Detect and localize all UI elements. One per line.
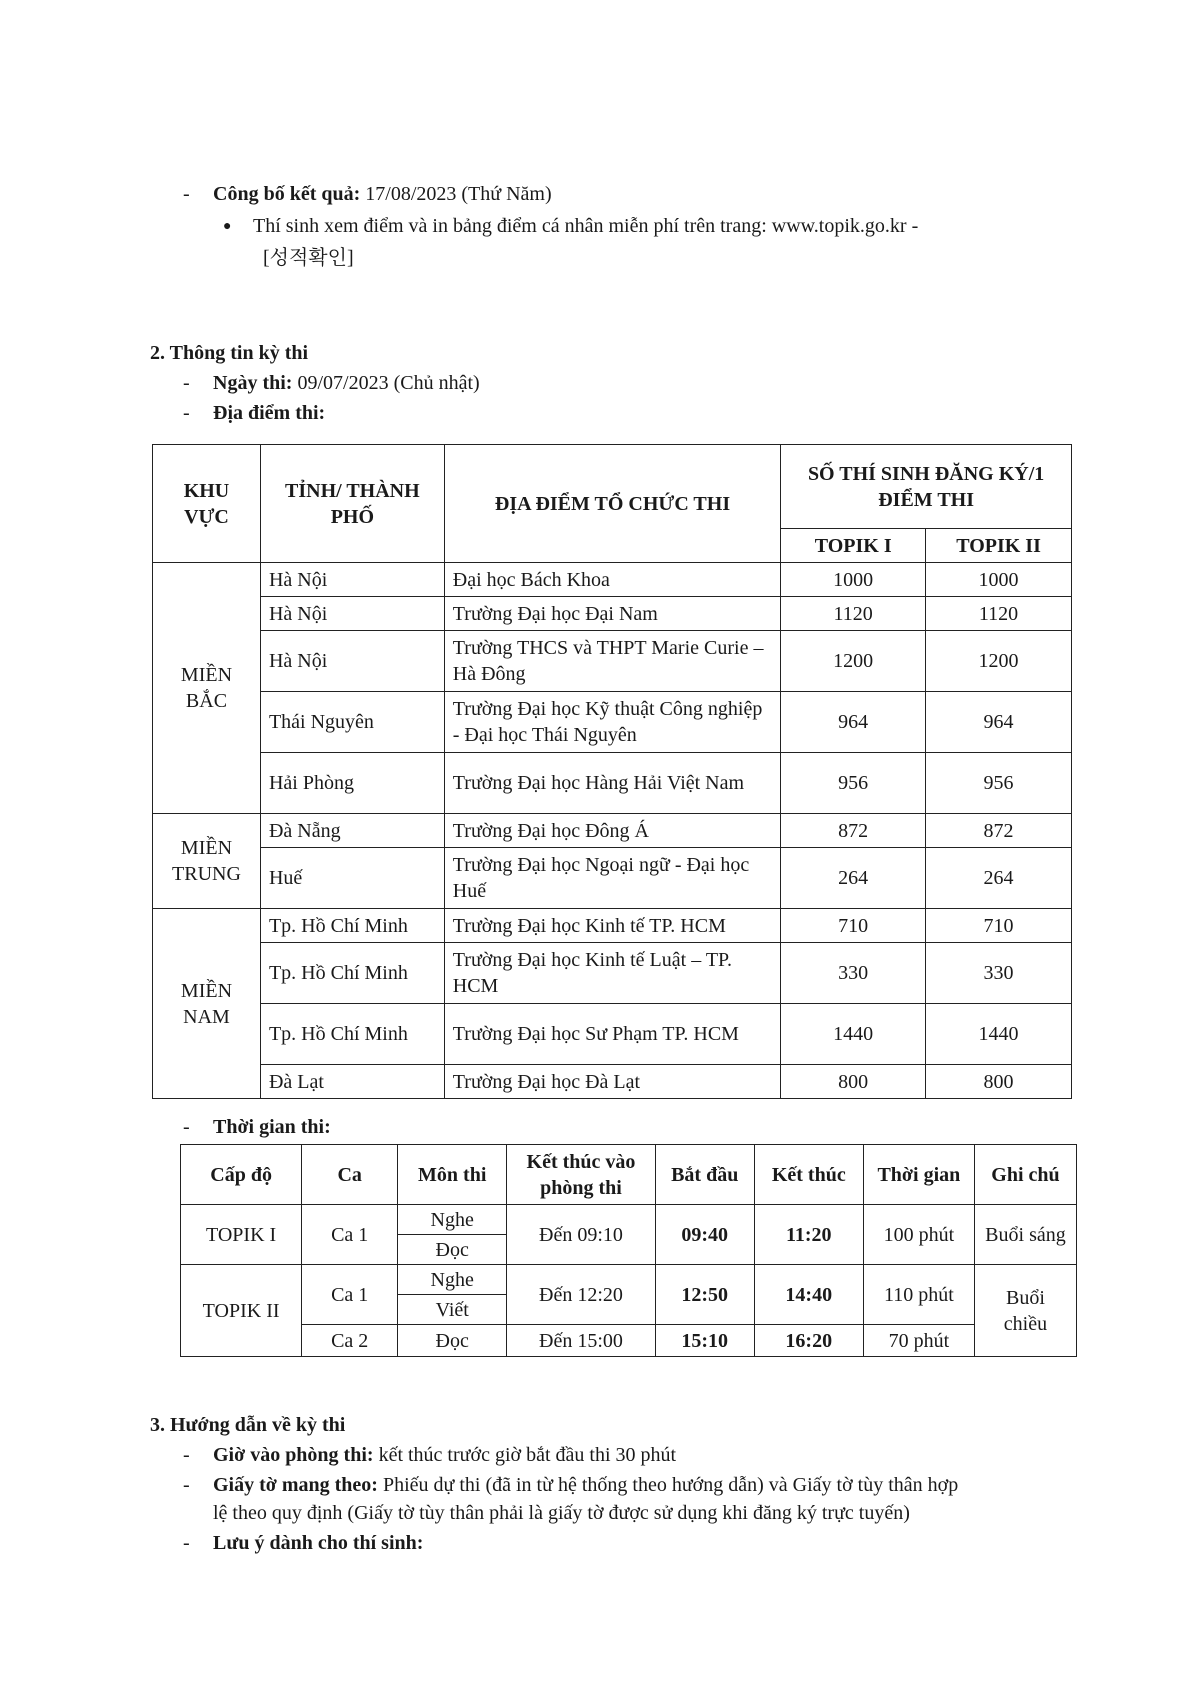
duration-cell: 70 phút <box>863 1325 974 1357</box>
exam-location-line: - Địa điểm thi: <box>183 402 326 424</box>
topik2-count: 964 <box>926 692 1072 753</box>
header-topik1: TOPIK I <box>781 529 926 563</box>
header-venue: ĐỊA ĐIỂM TỔ CHỨC THI <box>444 445 780 563</box>
venue-cell: Trường Đại học Kỹ thuật Công nghiệp - Đại học Thái Nguyên <box>444 692 780 753</box>
col-subject: Môn thi <box>398 1145 507 1205</box>
table-row <box>153 848 1072 909</box>
end-cell: 11:20 <box>754 1205 863 1265</box>
province-cell: Tp. Hồ Chí Minh <box>260 909 444 943</box>
venue-cell: Trường Đại học Đại Nam <box>444 597 780 631</box>
province-cell: Đà Nẵng <box>260 814 444 848</box>
entry-cell: Đến 12:20 <box>507 1265 655 1325</box>
topik1-count: 1200 <box>781 631 926 692</box>
table-row <box>153 631 1072 692</box>
province-cell: Tp. Hồ Chí Minh <box>260 943 444 1004</box>
documents-line: - Giấy tờ mang theo: Phiếu dự thi (đã in từ hệ thống theo hướng dẫn) và Giấy tờ tùy thân hợp <box>183 1474 959 1496</box>
level-cell: TOPIK I <box>181 1205 302 1265</box>
province-cell: Huế <box>260 848 444 909</box>
end-cell: 16:20 <box>754 1325 863 1357</box>
table-row <box>153 692 1072 753</box>
province-cell: Đà Lạt <box>260 1065 444 1099</box>
entry-cell: Đến 15:00 <box>507 1325 655 1357</box>
col-level: Cấp độ <box>181 1145 302 1205</box>
level-cell: TOPIK II <box>181 1265 302 1357</box>
venue-table <box>152 444 1072 1099</box>
topik2-count: 1120 <box>926 597 1072 631</box>
venue-cell: Trường Đại học Hàng Hải Việt Nam <box>444 753 780 814</box>
exam-date-label: Ngày thi: <box>213 372 293 394</box>
exam-location-label: Địa điểm thi: <box>213 402 326 424</box>
note-cell: Buổi chiều <box>974 1265 1076 1357</box>
entry-time-label: Giờ vào phòng thi: <box>213 1444 374 1466</box>
results-label: Công bố kết quả: <box>213 183 361 205</box>
province-cell: Thái Nguyên <box>260 692 444 753</box>
header-region: KHU VỰC <box>153 445 261 563</box>
venue-cell: Trường Đại học Sư Phạm TP. HCM <box>444 1004 780 1065</box>
venue-cell: Trường Đại học Đà Lạt <box>444 1065 780 1099</box>
entry-time-value: kết thúc trước giờ bắt đầu thi 30 phút <box>378 1444 677 1466</box>
col-end: Kết thúc <box>754 1145 863 1205</box>
exam-time-label: Thời gian thi: <box>213 1116 331 1138</box>
col-note: Ghi chú <box>974 1145 1076 1205</box>
table-row <box>153 753 1072 814</box>
table-row <box>181 1205 1077 1235</box>
province-cell: Tp. Hồ Chí Minh <box>260 1004 444 1065</box>
topik1-count: 964 <box>781 692 926 753</box>
subject-cell: Đọc <box>398 1235 507 1265</box>
subject-cell: Đọc <box>398 1325 507 1357</box>
venue-cell: Trường Đại học Ngoại ngữ - Đại học Huế <box>444 848 780 909</box>
table-row <box>181 1325 1077 1357</box>
exam-time-line: - Thời gian thi: <box>183 1116 331 1138</box>
topik1-count: 1000 <box>781 563 926 597</box>
table-row <box>153 563 1072 597</box>
table-row <box>153 943 1072 1004</box>
entry-time-line: - Giờ vào phòng thi: kết thúc trước giờ bắt đầu thi 30 phút <box>183 1444 677 1466</box>
venue-cell: Trường Đại học Đông Á <box>444 814 780 848</box>
results-link-korean: [성적확인] <box>263 247 354 269</box>
region-cell: MIỀN NAM <box>153 909 261 1099</box>
topik1-count: 1120 <box>781 597 926 631</box>
topik1-count: 330 <box>781 943 926 1004</box>
schedule-table <box>180 1144 1077 1357</box>
notes-label: Lưu ý dành cho thí sinh: <box>213 1532 424 1554</box>
col-duration: Thời gian <box>863 1145 974 1205</box>
exam-date-line: - Ngày thi: 09/07/2023 (Chủ nhật) <box>183 372 480 394</box>
topik2-count: 710 <box>926 909 1072 943</box>
topik2-count: 800 <box>926 1065 1072 1099</box>
subject-cell: Viết <box>398 1295 507 1325</box>
region-cell: MIỀN TRUNG <box>153 814 261 909</box>
topik1-count: 1440 <box>781 1004 926 1065</box>
province-cell: Hà Nội <box>260 597 444 631</box>
section-3-heading: 3. Hướng dẫn về kỳ thi <box>150 1414 346 1436</box>
duration-cell: 100 phút <box>863 1205 974 1265</box>
col-entry: Kết thúc vào phòng thi <box>507 1145 655 1205</box>
topik2-count: 330 <box>926 943 1072 1004</box>
topik2-count: 264 <box>926 848 1072 909</box>
table-row <box>181 1265 1077 1295</box>
header-count: SỐ THÍ SINH ĐĂNG KÝ/1 ĐIỂM THI <box>781 445 1072 529</box>
start-cell: 12:50 <box>655 1265 754 1325</box>
province-cell: Hà Nội <box>260 631 444 692</box>
topik1-count: 956 <box>781 753 926 814</box>
start-cell: 15:10 <box>655 1325 754 1357</box>
topik2-count: 1200 <box>926 631 1072 692</box>
session-cell: Ca 1 <box>302 1265 398 1325</box>
topik1-count: 710 <box>781 909 926 943</box>
note-cell: Buổi sáng <box>974 1205 1076 1265</box>
topik2-count: 1440 <box>926 1004 1072 1065</box>
documents-value: Phiếu dự thi (đã in từ hệ thống theo hướng dẫn) và Giấy tờ tùy thân hợp <box>382 1474 959 1496</box>
section-2-heading: 2. Thông tin kỳ thi <box>150 342 309 364</box>
header-topik2: TOPIK II <box>926 529 1072 563</box>
venue-cell: Trường THCS và THPT Marie Curie – Hà Đông <box>444 631 780 692</box>
col-start: Bắt đầu <box>655 1145 754 1205</box>
table-row <box>153 1004 1072 1065</box>
table-row <box>153 1065 1072 1099</box>
entry-cell: Đến 09:10 <box>507 1205 655 1265</box>
topik1-count: 264 <box>781 848 926 909</box>
region-cell: MIỀN BẮC <box>153 563 261 814</box>
results-bullet-text: Thí sinh xem điểm và in bảng điểm cá nhân miễn phí trên trang: www.topik.go.kr - <box>253 215 919 237</box>
results-bullet <box>223 213 918 240</box>
topik2-count: 956 <box>926 753 1072 814</box>
table-row <box>153 597 1072 631</box>
venue-cell: Đại học Bách Khoa <box>444 563 780 597</box>
table-row <box>153 909 1072 943</box>
results-bullet-cont <box>263 245 354 271</box>
subject-cell: Nghe <box>398 1205 507 1235</box>
topik1-count: 800 <box>781 1065 926 1099</box>
results-line: - Công bố kết quả: 17/08/2023 (Thứ Năm) <box>183 183 552 205</box>
topik2-count: 1000 <box>926 563 1072 597</box>
col-session: Ca <box>302 1145 398 1205</box>
duration-cell: 110 phút <box>863 1265 974 1325</box>
venue-cell: Trường Đại học Kinh tế Luật – TP. HCM <box>444 943 780 1004</box>
venue-cell: Trường Đại học Kinh tế TP. HCM <box>444 909 780 943</box>
end-cell: 14:40 <box>754 1265 863 1325</box>
table-row <box>153 814 1072 848</box>
subject-cell: Nghe <box>398 1265 507 1295</box>
header-province: TỈNH/ THÀNH PHỐ <box>260 445 444 563</box>
topik1-count: 872 <box>781 814 926 848</box>
start-cell: 09:40 <box>655 1205 754 1265</box>
province-cell: Hà Nội <box>260 563 444 597</box>
notes-line: - Lưu ý dành cho thí sinh: <box>183 1532 424 1554</box>
bullet-dot-icon: ● <box>223 219 232 235</box>
results-date: 17/08/2023 (Thứ Năm) <box>365 183 552 205</box>
topik2-count: 872 <box>926 814 1072 848</box>
documents-label: Giấy tờ mang theo: <box>213 1474 378 1496</box>
session-cell: Ca 1 <box>302 1205 398 1265</box>
documents-line-cont: lệ theo quy định (Giấy tờ tùy thân phải là giấy tờ được sử dụng khi đăng ký trực tuyến) <box>213 1502 910 1524</box>
exam-date-value: 09/07/2023 (Chủ nhật) <box>297 372 480 394</box>
province-cell: Hải Phòng <box>260 753 444 814</box>
session-cell: Ca 2 <box>302 1325 398 1357</box>
